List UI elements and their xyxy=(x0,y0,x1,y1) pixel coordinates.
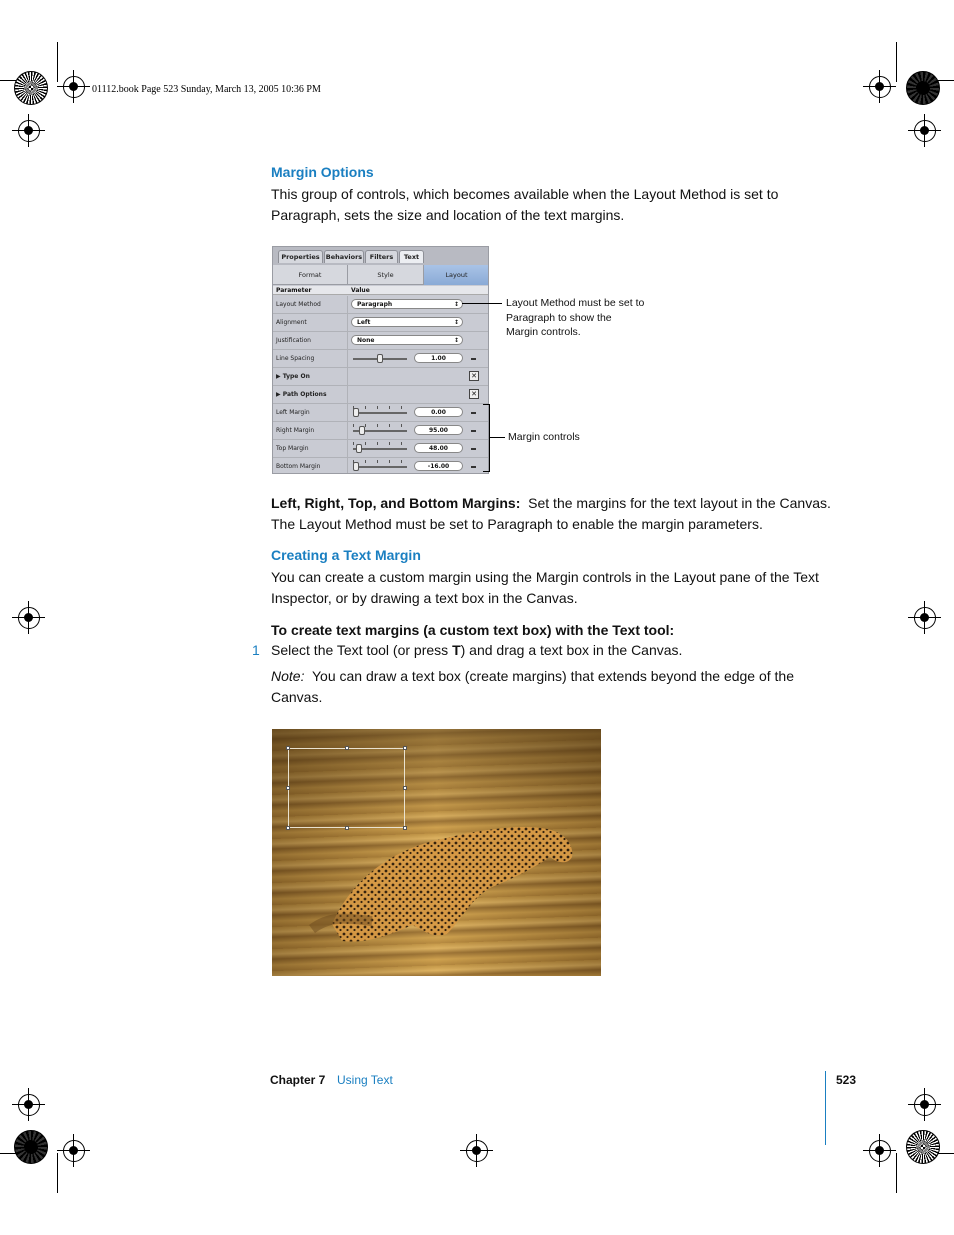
layout-method-popup[interactable]: Paragraph ↕ xyxy=(351,299,463,309)
param-label: Line Spacing xyxy=(276,350,348,367)
callout-line xyxy=(462,303,502,304)
tab-filters[interactable]: Filters xyxy=(365,250,398,263)
step-1-text: Select the Text tool (or press T) and drag a text box in the Canvas. xyxy=(271,642,683,658)
resize-handle[interactable] xyxy=(403,746,407,750)
slider-knob[interactable] xyxy=(359,426,365,435)
registration-mark-icon xyxy=(869,76,891,98)
reset-dash-icon[interactable] xyxy=(471,430,476,432)
term-margins: Left, Right, Top, and Bottom Margins: xyxy=(271,495,521,511)
slider-knob[interactable] xyxy=(377,354,383,363)
registration-star-icon xyxy=(14,71,48,105)
task-heading: To create text margins (a custom text box) with the Text tool: xyxy=(271,622,675,638)
registration-mark-icon xyxy=(18,1094,40,1116)
definition-margins: Set the margins for the text layout in the Canvas. The Layout Method must be set to Paragraph to enable the margin parameters. xyxy=(271,495,831,532)
footer-rule xyxy=(825,1071,826,1145)
footer-chapter: Chapter 7 xyxy=(270,1073,326,1087)
crop-mark xyxy=(57,42,58,82)
left-margin-slider[interactable] xyxy=(353,412,407,414)
inspector-panel xyxy=(272,246,489,474)
checkbox-x-icon[interactable]: ✕ xyxy=(469,389,479,399)
resize-handle[interactable] xyxy=(286,786,290,790)
line-spacing-slider[interactable] xyxy=(353,358,407,360)
margin-bracket xyxy=(483,404,490,405)
reset-dash-icon[interactable] xyxy=(471,358,476,360)
registration-mark-icon xyxy=(63,76,85,98)
param-group-label[interactable]: ▶ Type On xyxy=(276,368,348,385)
param-label: Alignment xyxy=(276,314,348,331)
slider-knob[interactable] xyxy=(353,408,359,417)
subtab-layout[interactable]: Layout xyxy=(424,265,489,285)
resize-handle[interactable] xyxy=(345,746,349,750)
param-label: Justification xyxy=(276,332,348,349)
justification-popup[interactable]: None ↕ xyxy=(351,335,463,345)
step-number: 1 xyxy=(252,642,260,658)
top-margin-field[interactable]: 48.00 xyxy=(414,443,463,453)
registration-star-icon xyxy=(906,71,940,105)
checkbox-x-icon[interactable]: ✕ xyxy=(469,371,479,381)
param-row-alignment xyxy=(273,314,488,332)
alignment-popup[interactable]: Left ↕ xyxy=(351,317,463,327)
note-label: Note: xyxy=(271,668,305,684)
paragraph-margins-definition xyxy=(271,493,831,534)
margin-bracket xyxy=(483,471,490,472)
param-group-label[interactable]: ▶ Path Options xyxy=(276,386,348,403)
registration-star-icon xyxy=(14,1130,48,1164)
param-row-bottom-margin xyxy=(273,458,488,474)
subtab-format[interactable]: Format xyxy=(273,265,348,285)
bottom-margin-slider[interactable] xyxy=(353,466,407,468)
canvas-screenshot-cheetah xyxy=(272,729,601,976)
note-paragraph xyxy=(271,666,831,707)
resize-handle[interactable] xyxy=(345,826,349,830)
resize-handle[interactable] xyxy=(286,826,290,830)
top-margin-slider[interactable] xyxy=(353,448,407,450)
registration-mark-icon xyxy=(63,1140,85,1162)
callout-line xyxy=(489,437,505,438)
param-label: Left Margin xyxy=(276,404,348,421)
tab-properties[interactable]: Properties xyxy=(278,250,323,263)
drawn-text-box[interactable] xyxy=(288,748,405,828)
param-label: Layout Method xyxy=(276,296,348,313)
param-row-layout-method xyxy=(273,296,488,314)
column-value: Value xyxy=(351,287,370,294)
left-margin-field[interactable]: 0.00 xyxy=(414,407,463,417)
subtab-style[interactable]: Style xyxy=(348,265,424,285)
param-row-right-margin xyxy=(273,422,488,440)
key-t: T xyxy=(452,642,461,658)
tab-behaviors[interactable]: Behaviors xyxy=(324,250,364,263)
inspector-subtabs xyxy=(273,265,488,285)
registration-mark-icon xyxy=(914,607,936,629)
param-label: Top Margin xyxy=(276,440,348,457)
registration-star-icon xyxy=(906,1130,940,1164)
registration-mark-icon xyxy=(18,607,40,629)
crop-mark xyxy=(57,1153,58,1193)
slider-knob[interactable] xyxy=(353,462,359,471)
note-body: You can draw a text box (create margins) that extends beyond the edge of the Canvas. xyxy=(271,668,795,705)
callout-layout-method: Layout Method must be set to Paragraph to show the Margin controls. xyxy=(506,297,645,338)
param-row-type-on xyxy=(273,368,488,386)
registration-mark-icon xyxy=(914,1094,936,1116)
print-slug: 01112.book Page 523 Sunday, March 13, 2005 10:36 PM xyxy=(92,84,321,95)
param-label: Bottom Margin xyxy=(276,458,348,474)
reset-dash-icon[interactable] xyxy=(471,412,476,414)
paragraph-margin-options: This group of controls, which becomes available when the Layout Method is set to Paragraph, sets the size and location of the text margins. xyxy=(271,186,779,223)
page-number: 523 xyxy=(836,1073,857,1087)
param-label: Right Margin xyxy=(276,422,348,439)
resize-handle[interactable] xyxy=(403,786,407,790)
column-parameter: Parameter xyxy=(276,287,312,294)
parameter-header xyxy=(273,286,488,295)
bottom-margin-field[interactable]: -16.00 xyxy=(414,461,463,471)
margin-bracket xyxy=(489,404,490,472)
reset-dash-icon[interactable] xyxy=(471,466,476,468)
registration-mark-icon xyxy=(914,120,936,142)
tab-text[interactable]: Text xyxy=(399,250,424,263)
callout-margin-controls: Margin controls xyxy=(508,431,580,443)
param-row-left-margin xyxy=(273,404,488,422)
right-margin-slider[interactable] xyxy=(353,430,407,432)
inspector-tabs xyxy=(273,247,488,265)
crop-mark xyxy=(896,1153,897,1193)
registration-mark-icon xyxy=(869,1140,891,1162)
registration-mark-icon xyxy=(466,1140,488,1162)
section-heading-margin-options: Margin Options xyxy=(271,164,374,180)
slider-knob[interactable] xyxy=(356,444,362,453)
reset-dash-icon[interactable] xyxy=(471,448,476,450)
crop-mark xyxy=(896,42,897,82)
paragraph-creating-margin: You can create a custom margin using the Margin controls in the Layout pane of the Text Inspector, or by drawing a text box in the Canvas. xyxy=(271,569,819,606)
registration-mark-icon xyxy=(18,120,40,142)
line-spacing-field[interactable]: 1.00 xyxy=(414,353,463,363)
param-row-top-margin xyxy=(273,440,488,458)
resize-handle[interactable] xyxy=(286,746,290,750)
param-row-justification xyxy=(273,332,488,350)
disclosure-triangle-icon[interactable]: ▶ xyxy=(276,373,281,380)
param-row-path-options xyxy=(273,386,488,404)
param-row-line-spacing xyxy=(273,350,488,368)
disclosure-triangle-icon[interactable]: ▶ xyxy=(276,391,281,398)
resize-handle[interactable] xyxy=(403,826,407,830)
right-margin-field[interactable]: 95.00 xyxy=(414,425,463,435)
section-heading-creating-text-margin: Creating a Text Margin xyxy=(271,547,421,563)
footer-chapter-title: Using Text xyxy=(337,1073,393,1087)
